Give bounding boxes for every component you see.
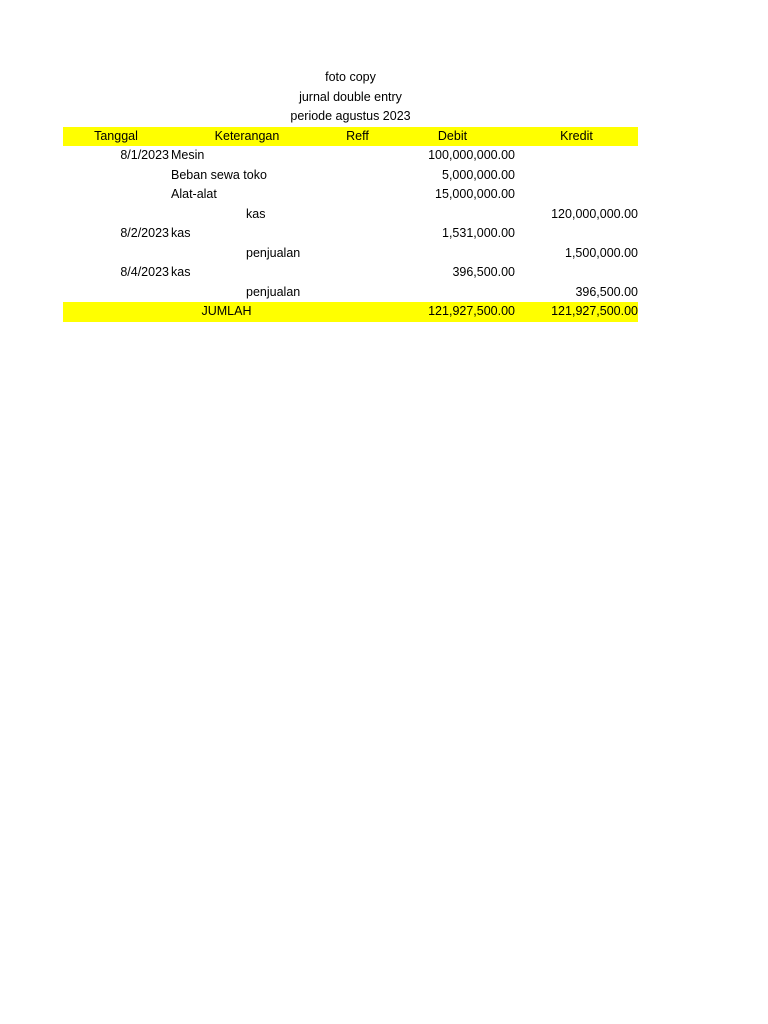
cell-keterangan: Mesin	[171, 148, 205, 162]
cell-kredit: 1,500,000.00	[565, 245, 638, 260]
total-kredit: 121,927,500.00	[551, 304, 638, 318]
header-reff: Reff	[346, 128, 369, 143]
cell-debit: 100,000,000.00	[428, 148, 515, 162]
company-title: foto copy	[325, 70, 376, 84]
header-debit: Debit	[437, 128, 468, 143]
table-header	[63, 127, 638, 147]
table-row	[63, 205, 638, 225]
table-row	[63, 166, 638, 186]
journal-sheet	[63, 68, 638, 322]
header-keterangan: Keterangan	[214, 128, 280, 143]
cell-keterangan: kas	[246, 206, 266, 221]
header-kredit: Kredit	[560, 128, 593, 143]
cell-debit: 5,000,000.00	[442, 167, 515, 182]
cell-tanggal: 8/4/2023	[120, 265, 169, 279]
cell-kredit: 396,500.00	[575, 284, 638, 299]
journal-title: jurnal double entry	[299, 89, 402, 104]
cell-keterangan: Alat-alat	[171, 187, 217, 201]
table-row	[63, 224, 638, 244]
cell-keterangan: kas	[171, 265, 191, 279]
total-label: JUMLAH	[201, 304, 252, 318]
total-debit: 121,927,500.00	[428, 304, 515, 318]
table-row	[63, 146, 638, 166]
cell-keterangan: Beban sewa toko	[171, 167, 267, 182]
table-row	[63, 283, 638, 303]
cell-tanggal: 8/2/2023	[120, 226, 169, 240]
cell-kredit: 120,000,000.00	[551, 206, 638, 221]
header-tanggal: Tanggal	[94, 128, 138, 143]
table-row	[63, 263, 638, 283]
cell-keterangan: penjualan	[246, 245, 301, 260]
table-row	[63, 244, 638, 264]
journal-rows	[63, 146, 638, 302]
cell-debit: 15,000,000.00	[435, 187, 515, 201]
total-row	[63, 302, 638, 322]
cell-keterangan: penjualan	[246, 284, 301, 299]
period-title: periode agustus 2023	[290, 109, 411, 123]
cell-debit: 396,500.00	[452, 265, 515, 279]
cell-tanggal: 8/1/2023	[120, 148, 169, 162]
cell-debit: 1,531,000.00	[442, 226, 515, 240]
table-row	[63, 185, 638, 205]
cell-keterangan: kas	[171, 226, 191, 240]
